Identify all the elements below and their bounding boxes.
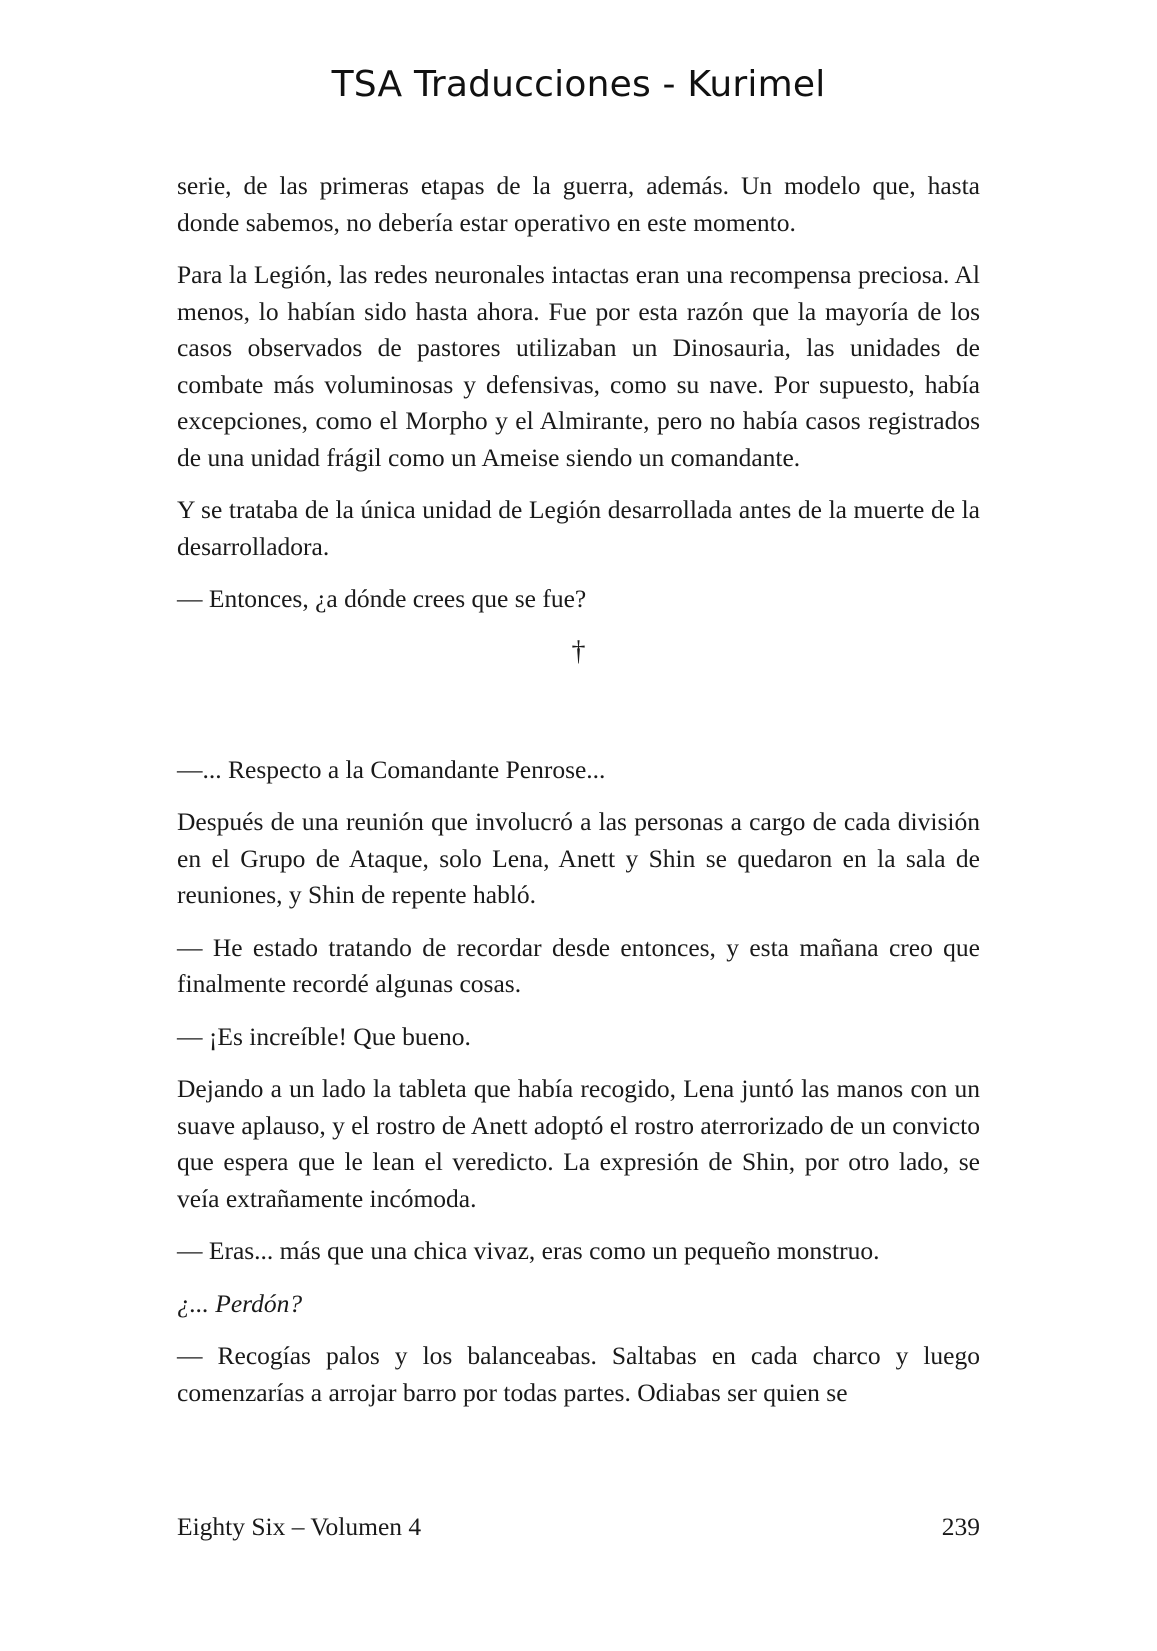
footer-book-title: Eighty Six – Volumen 4 <box>177 1512 422 1541</box>
dialogue-line: — Eras... más que una chica vivaz, eras como un pequeño monstruo. <box>177 1236 880 1265</box>
italic-thought: ¿... Perdón? <box>177 1288 303 1318</box>
dialogue-line: — Recogías palos y los balanceabas. Saltabas en cada charco y luego comenzarías a arrojar barro por todas partes. Odiabas ser quien se <box>177 1341 980 1407</box>
page-header-title: TSA Traducciones - Kurimel <box>331 64 826 105</box>
page-footer <box>177 1512 980 1542</box>
paragraph: Y se trataba de la única unidad de Legión desarrollada antes de la muerte de la desarrolladora. <box>177 495 980 561</box>
paragraph: Después de una reunión que involucró a las personas a cargo de cada división en el Grupo de Ataque, solo Lena, Anett y Shin se quedaron en la sala de reuniones, y Shin de repente habló. <box>177 807 980 909</box>
dagger-separator: † <box>571 635 586 667</box>
dialogue-line: — Entonces, ¿a dónde crees que se fue? <box>177 584 587 613</box>
paragraph: Para la Legión, las redes neuronales intactas eran una recompensa preciosa. Al menos, lo habían sido hasta ahora. Fue por esta razón que la mayoría de los casos observados de pastores utilizaban un Dinosauria, las unidades de combate más voluminosas y defensivas, como su nave. Por supuesto, había excepciones, como el Morpho y el Almirante, pero no había casos registrados de una unidad frágil como un Ameise siendo un comandante. <box>177 260 980 472</box>
page-body <box>177 168 980 1427</box>
paragraph: Dejando a un lado la tableta que había recogido, Lena juntó las manos con un suave aplauso, y el rostro de Anett adoptó el rostro aterrorizado de un convicto que espera que le lean el veredicto. La expresión de Shin, por otro lado, se veía extrañamente incómoda. <box>177 1074 981 1213</box>
footer-page-number: 239 <box>941 1512 980 1541</box>
dialogue-line: —... Respecto a la Comandante Penrose... <box>177 754 606 784</box>
paragraph: serie, de las primeras etapas de la guerra, además. Un modelo que, hasta donde sabemos, no debería estar operativo en este momento. <box>177 171 980 237</box>
dialogue-line: — He estado tratando de recordar desde entonces, y esta mañana creo que finalmente recordé algunas cosas. <box>177 932 980 998</box>
dialogue-line: — ¡Es increíble! Que bueno. <box>177 1021 471 1051</box>
